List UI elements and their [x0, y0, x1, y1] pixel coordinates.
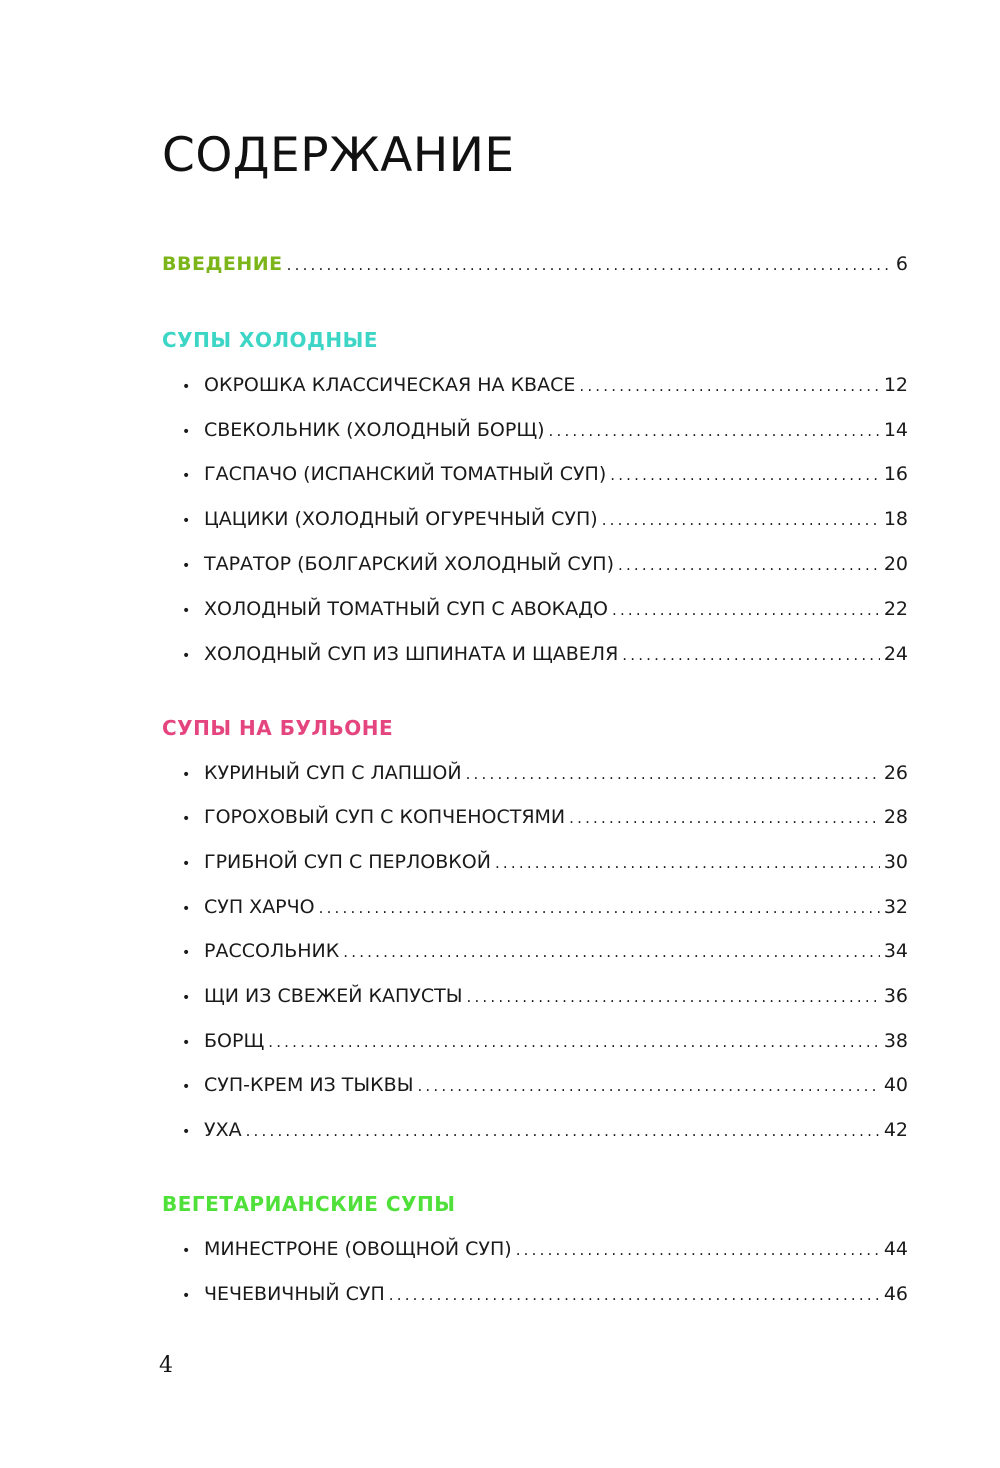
entry-title: ГРИБНОЙ СУП С ПЕРЛОВКОЙ: [204, 851, 491, 873]
leader-dots: [467, 983, 880, 1011]
entry-title: ОКРОШКА КЛАССИЧЕСКАЯ НА КВАСЕ: [204, 374, 576, 396]
leader-dots: [618, 551, 880, 579]
bullet: •: [182, 1079, 191, 1095]
bullet: •: [182, 767, 191, 783]
leader-dots: [602, 506, 880, 534]
leader-dots: [268, 1028, 880, 1056]
leader-dots: [622, 641, 880, 669]
bullet: •: [182, 945, 191, 961]
entry-page-number: 24: [883, 643, 908, 665]
entry-page-number: 34: [883, 940, 908, 962]
entry-title: ТАРАТОР (БОЛГАРСКИЙ ХОЛОДНЫЙ СУП): [204, 553, 614, 575]
entry-title: УХА: [204, 1119, 242, 1141]
bullet: •: [182, 1288, 191, 1304]
bullet: •: [182, 1243, 191, 1259]
toc-entry[interactable]: [182, 759, 908, 789]
bullet: •: [182, 468, 191, 484]
entry-page-number: 46: [883, 1283, 908, 1305]
leader-dots: [610, 461, 880, 489]
leader-dots: [343, 938, 880, 966]
entry-title: ЩИ ИЗ СВЕЖЕЙ КАПУСТЫ: [204, 985, 463, 1007]
entry-title: ХОЛОДНЫЙ ТОМАТНЫЙ СУП С АВОКАДО: [204, 598, 608, 620]
bullet: •: [182, 901, 191, 917]
bullet: •: [182, 558, 191, 574]
entry-page-number: 32: [883, 896, 908, 918]
entry-title: СУП-КРЕМ ИЗ ТЫКВЫ: [204, 1074, 414, 1096]
bullet: •: [182, 1124, 191, 1140]
entry-page-number: 20: [883, 553, 908, 575]
leader-dots: [287, 251, 892, 279]
entry-title: БОРЩ: [204, 1030, 265, 1052]
leader-dots: [612, 596, 880, 624]
intro-page-number: 6: [895, 253, 908, 275]
section-heading-cold-soups: СУПЫ ХОЛОДНЫЕ: [162, 328, 378, 352]
toc-entry[interactable]: [182, 595, 908, 625]
toc-entry[interactable]: [182, 371, 908, 401]
entry-title: СВЕКОЛЬНИК (ХОЛОДНЫЙ БОРЩ): [204, 419, 545, 441]
toc-entry[interactable]: [182, 1071, 908, 1101]
section-heading-broth-soups: СУПЫ НА БУЛЬОНЕ: [162, 716, 394, 740]
entry-page-number: 12: [883, 374, 908, 396]
entry-page-number: 38: [883, 1030, 908, 1052]
toc-entry[interactable]: [182, 640, 908, 670]
entry-page-number: 40: [883, 1074, 908, 1096]
entry-title: КУРИНЫЙ СУП С ЛАПШОЙ: [204, 762, 462, 784]
leader-dots: [579, 372, 879, 400]
entry-page-number: 36: [883, 985, 908, 1007]
toc-entry[interactable]: [182, 550, 908, 580]
entry-title: ЧЕЧЕВИЧНЫЙ СУП: [204, 1283, 385, 1305]
intro-label: ВВЕДЕНИЕ: [162, 253, 283, 275]
section-heading-vegetarian-soups: ВЕГЕТАРИАНСКИЕ СУПЫ: [162, 1192, 456, 1216]
toc-entry[interactable]: [182, 937, 908, 967]
bullet: •: [182, 648, 191, 664]
entry-title: ГОРОХОВЫЙ СУП С КОПЧЕНОСТЯМИ: [204, 806, 566, 828]
toc-entry[interactable]: [182, 803, 908, 833]
bullet: •: [182, 811, 191, 827]
toc-entry[interactable]: [182, 982, 908, 1012]
entry-title: ЦАЦИКИ (ХОЛОДНЫЙ ОГУРЕЧНЫЙ СУП): [204, 508, 598, 530]
page-number-folio: 4: [159, 1353, 173, 1378]
entry-page-number: 16: [883, 463, 908, 485]
toc-entry[interactable]: [182, 416, 908, 446]
leader-dots: [466, 760, 880, 788]
bullet: •: [182, 603, 191, 619]
entry-page-number: 18: [883, 508, 908, 530]
bullet: •: [182, 1035, 191, 1051]
page-title: СОДЕРЖАНИЕ: [162, 128, 515, 183]
entry-page-number: 44: [883, 1238, 908, 1260]
toc-entry[interactable]: [182, 848, 908, 878]
entry-page-number: 22: [883, 598, 908, 620]
leader-dots: [319, 894, 880, 922]
entry-page-number: 30: [883, 851, 908, 873]
toc-entry[interactable]: [182, 1116, 908, 1146]
toc-intro-line[interactable]: [162, 250, 908, 279]
leader-dots: [516, 1236, 880, 1264]
entry-page-number: 28: [883, 806, 908, 828]
entry-page-number: 26: [883, 762, 908, 784]
bullet: •: [182, 379, 191, 395]
entry-title: МИНЕСТРОНЕ (ОВОЩНОЙ СУП): [204, 1238, 512, 1260]
toc-entry[interactable]: [182, 1235, 908, 1265]
bullet: •: [182, 990, 191, 1006]
entry-title: РАССОЛЬНИК: [204, 940, 340, 962]
bullet: •: [182, 856, 191, 872]
leader-dots: [495, 849, 880, 877]
toc-entry[interactable]: [182, 1027, 908, 1057]
entry-title: СУП ХАРЧО: [204, 896, 315, 918]
entry-page-number: 42: [883, 1119, 908, 1141]
entry-page-number: 14: [883, 419, 908, 441]
toc-entry[interactable]: [182, 460, 908, 490]
entry-title: ХОЛОДНЫЙ СУП ИЗ ШПИНАТА И ЩАВЕЛЯ: [204, 643, 619, 665]
toc-entry[interactable]: [182, 1280, 908, 1310]
entry-title: ГАСПАЧО (ИСПАНСКИЙ ТОМАТНЫЙ СУП): [204, 463, 607, 485]
bullet: •: [182, 424, 191, 440]
leader-dots: [246, 1117, 880, 1145]
toc-entry[interactable]: [182, 893, 908, 923]
leader-dots: [417, 1072, 879, 1100]
leader-dots: [569, 804, 880, 832]
leader-dots: [389, 1281, 880, 1309]
leader-dots: [549, 417, 880, 445]
bullet: •: [182, 513, 191, 529]
toc-entry[interactable]: [182, 505, 908, 535]
